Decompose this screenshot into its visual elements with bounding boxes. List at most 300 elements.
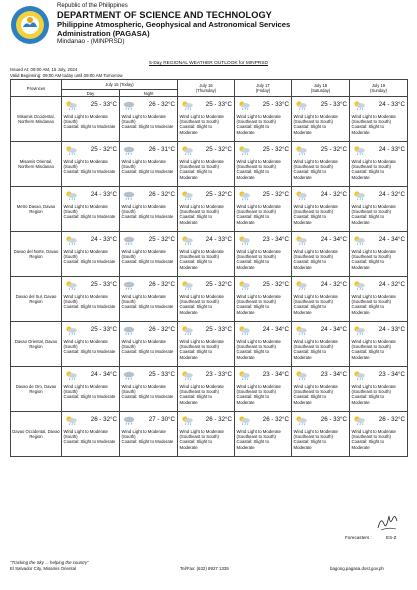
pagasa-logo-icon (10, 5, 50, 45)
wind-coastal-line: (Southeast to South) (179, 164, 219, 170)
wind-coastal-line: Wind Light to Moderate (236, 384, 281, 389)
wind-coastal-line: (South) (121, 389, 136, 395)
wind-coastal-line: (Southeast to South) (293, 344, 333, 350)
wind-coastal-line: Coastal: Slight to Moderate (63, 124, 116, 130)
table-row (11, 322, 408, 367)
day-header: July 16 (Thursday) (178, 80, 235, 97)
province-name: Davao Oriental, Davao Region (11, 322, 62, 367)
wind-coastal-line: (Southeast to South) (351, 389, 391, 395)
issue-info (10, 67, 123, 78)
forecast-cell (292, 412, 350, 457)
forecast-cell (350, 232, 408, 277)
region-line: Mindanao - (MINPRSD) (57, 38, 125, 45)
wind-coastal-line: Coastal: Slight to (236, 304, 269, 310)
forecast-cell (178, 277, 235, 322)
wind-coastal-description (294, 204, 349, 225)
outlook-title: 5-Day REGIONAL WEATHER OUTLOOK for MINPRSD (149, 61, 268, 66)
wind-coastal-line: Wind Light to Moderate (293, 114, 338, 119)
wind-coastal-line: Wind Light to Moderate (351, 384, 396, 389)
wind-coastal-line: Coastal: Slight to Moderate (121, 394, 174, 400)
footer-telfax: Tel/Fax: (632) 8927 1335 (180, 566, 229, 571)
wind-coastal-line: Wind Light to Moderate (63, 114, 108, 119)
table-row (11, 367, 408, 412)
wind-coastal-description (294, 249, 349, 270)
wind-coastal-description (180, 294, 234, 315)
wind-coastal-line: Coastal: Slight to (179, 124, 212, 130)
wind-coastal-line: Wind Light to Moderate (293, 159, 338, 164)
province-name: Misamis Occidental, Northern Mindanao (11, 97, 62, 142)
wind-coastal-line: Coastal: Slight to (293, 124, 326, 130)
wind-coastal-line: Moderate (293, 219, 312, 225)
table-row (11, 187, 408, 232)
wind-coastal-line: Moderate (236, 309, 255, 315)
wind-coastal-line: (South) (63, 434, 78, 440)
wind-coastal-description (180, 249, 234, 270)
temperature-range: 24 - 33°C (378, 101, 405, 108)
temperature-range: 25 - 32°C (205, 146, 232, 153)
province-name: Davao del Sur, Davao Region (11, 277, 62, 322)
forecast-cell (350, 367, 408, 412)
forecast-cell (292, 232, 350, 277)
wind-coastal-description (352, 429, 407, 450)
forecast-cell (350, 142, 408, 187)
wind-coastal-line: Moderate (293, 129, 312, 135)
wind-coastal-line: Coastal: Slight to Moderate (121, 349, 174, 355)
wind-coastal-line: Coastal: Slight to Moderate (63, 439, 116, 445)
wind-coastal-line: (Southeast to South) (351, 164, 391, 170)
wind-coastal-description (237, 429, 291, 450)
wind-coastal-description (122, 294, 177, 310)
wind-coastal-description (352, 249, 407, 270)
wind-coastal-line: Coastal: Slight to (236, 439, 269, 445)
temperature-range: 24 - 34°C (262, 326, 289, 333)
issued-at: Issued At: 09:00 AM, 15 July, 2024 (10, 67, 78, 72)
wind-coastal-description (237, 384, 291, 405)
wind-coastal-line: Coastal: Slight to (179, 439, 212, 445)
wind-coastal-line: Coastal: Slight to (293, 439, 326, 445)
wind-coastal-line: Wind Light to Moderate (351, 204, 396, 209)
wind-coastal-line: Wind Light to Moderate (179, 294, 224, 299)
wind-coastal-description (64, 204, 119, 220)
wind-coastal-line: Wind Light to Moderate (121, 159, 166, 164)
wind-coastal-line: (Southeast to South) (351, 299, 391, 305)
wind-coastal-line: Wind Light to Moderate (179, 249, 224, 254)
wind-coastal-line: Moderate (293, 399, 312, 405)
wind-coastal-line: (Southeast to South) (293, 209, 333, 215)
wind-coastal-line: Wind Light to Moderate (63, 339, 108, 344)
wind-coastal-line: Coastal: Slight to Moderate (121, 169, 174, 175)
wind-coastal-line: Coastal: Slight to (236, 349, 269, 355)
forecast-rows (11, 97, 408, 457)
temperature-range: 24 - 34°C (378, 236, 405, 243)
temperature-range: 23 - 33°C (205, 371, 232, 378)
wind-coastal-line: Wind Light to Moderate (236, 339, 281, 344)
wind-coastal-line: (South) (63, 389, 78, 395)
wind-coastal-line: Wind Light to Moderate (293, 429, 338, 434)
wind-coastal-line: (Southeast to South) (351, 209, 391, 215)
wind-coastal-line: Wind Light to Moderate (121, 249, 166, 254)
wind-coastal-description (64, 294, 119, 310)
wind-coastal-line: Coastal: Slight to (179, 349, 212, 355)
wind-coastal-description (352, 159, 407, 180)
wind-coastal-line: Wind Light to Moderate (351, 429, 396, 434)
forecast-cell (120, 187, 178, 232)
forecast-cell (350, 97, 408, 142)
wind-coastal-line: Wind Light to Moderate (351, 339, 396, 344)
wind-coastal-line: Moderate (351, 399, 370, 405)
day-header: July 18 (Saturday) (292, 80, 350, 97)
wind-coastal-line: Wind Light to Moderate (121, 114, 166, 119)
wind-coastal-description (122, 249, 177, 265)
forecast-cell (120, 322, 178, 367)
wind-coastal-line: Wind Light to Moderate (293, 339, 338, 344)
temperature-range: 25 - 32°C (262, 281, 289, 288)
temperature-range: 25 - 33°C (262, 101, 289, 108)
wind-coastal-line: Moderate (293, 309, 312, 315)
wind-coastal-description (64, 249, 119, 265)
wind-coastal-line: Wind Light to Moderate (236, 114, 281, 119)
forecast-cell (292, 367, 350, 412)
temperature-range: 25 - 33°C (90, 326, 117, 333)
wind-coastal-line: Coastal: Slight to (351, 394, 384, 400)
temperature-range: 24 - 32°C (378, 281, 405, 288)
temperature-range: 26 - 31°C (148, 146, 175, 153)
wind-coastal-line: (Southeast to South) (236, 344, 276, 350)
wind-coastal-line: (South) (63, 119, 78, 125)
wind-coastal-line: (South) (63, 254, 78, 260)
wind-coastal-description (64, 159, 119, 175)
temperature-range: 25 - 33°C (90, 281, 117, 288)
wind-coastal-description (294, 339, 349, 360)
wind-coastal-line: (South) (63, 344, 78, 350)
wind-coastal-line: Wind Light to Moderate (293, 384, 338, 389)
wind-coastal-line: Coastal: Slight to (236, 394, 269, 400)
signature-icon (375, 512, 400, 534)
wind-coastal-line: Coastal: Slight to (293, 259, 326, 265)
forecast-cell (178, 322, 235, 367)
wind-coastal-line: Wind Light to Moderate (63, 384, 108, 389)
wind-coastal-line: Moderate (236, 219, 255, 225)
temperature-range: 26 - 32°C (262, 416, 289, 423)
wind-coastal-line: Wind Light to Moderate (179, 114, 224, 119)
department-name: DEPARTMENT OF SCIENCE AND TECHNOLOGY (57, 10, 272, 20)
forecast-cell (62, 367, 120, 412)
wind-coastal-line: Moderate (179, 354, 198, 360)
temperature-range: 25 - 32°C (262, 146, 289, 153)
wind-coastal-line: Moderate (293, 174, 312, 180)
wind-coastal-line: Moderate (293, 354, 312, 360)
wind-coastal-line: (Southeast to South) (236, 299, 276, 305)
temperature-range: 23 - 34°C (262, 236, 289, 243)
wind-coastal-line: Wind Light to Moderate (63, 249, 108, 254)
temperature-range: 24 - 34°C (320, 236, 347, 243)
day-subheader: Day (62, 90, 120, 97)
wind-coastal-line: Moderate (179, 309, 198, 315)
province-name: Misamis Oriental, Northern Mindanao (11, 142, 62, 187)
wind-coastal-line: Wind Light to Moderate (236, 204, 281, 209)
wind-coastal-line: Coastal: Slight to (179, 259, 212, 265)
wind-coastal-line: Wind Light to Moderate (351, 159, 396, 164)
wind-coastal-line: Wind Light to Moderate (63, 204, 108, 209)
forecast-cell (120, 367, 178, 412)
wind-coastal-line: Coastal: Slight to (236, 124, 269, 130)
wind-coastal-line: (Southeast to South) (236, 164, 276, 170)
wind-coastal-description (64, 429, 119, 445)
wind-coastal-line: Coastal: Slight to (236, 169, 269, 175)
wind-coastal-line: Coastal: Slight to (351, 169, 384, 175)
wind-coastal-line: Coastal: Slight to (351, 214, 384, 220)
wind-coastal-line: (South) (121, 344, 136, 350)
forecast-cell (120, 277, 178, 322)
wind-coastal-description (294, 159, 349, 180)
wind-coastal-line: Wind Light to Moderate (121, 384, 166, 389)
forecast-cell (62, 97, 120, 142)
forecast-cell (62, 412, 120, 457)
forecast-cell (292, 277, 350, 322)
wind-coastal-description (122, 159, 177, 175)
wind-coastal-line: (Southeast to South) (293, 164, 333, 170)
temperature-range: 25 - 33°C (205, 326, 232, 333)
wind-coastal-line: Coastal: Slight to (293, 349, 326, 355)
temperature-range: 23 - 34°C (320, 371, 347, 378)
forecast-cell (178, 187, 235, 232)
forecast-cell (120, 232, 178, 277)
wind-coastal-line: (South) (121, 209, 136, 215)
wind-coastal-line: Coastal: Slight to Moderate (63, 214, 116, 220)
wind-coastal-line: Moderate (179, 129, 198, 135)
wind-coastal-line: Wind Light to Moderate (236, 249, 281, 254)
temperature-range: 24 - 33°C (378, 146, 405, 153)
wind-coastal-description (180, 204, 234, 225)
temperature-range: 25 - 33°C (320, 101, 347, 108)
wind-coastal-description (352, 204, 407, 225)
wind-coastal-line: Wind Light to Moderate (63, 294, 108, 299)
forecast-cell (62, 187, 120, 232)
table-row (11, 232, 408, 277)
temperature-range: 26 - 32°C (148, 326, 175, 333)
wind-coastal-line: (Southeast to South) (236, 389, 276, 395)
wind-coastal-line: Coastal: Slight to Moderate (63, 169, 116, 175)
day-header: July 19 (Sunday) (350, 80, 408, 97)
wind-coastal-line: (Southeast to South) (236, 434, 276, 440)
temperature-range: 27 - 30°C (148, 416, 175, 423)
wind-coastal-line: (South) (121, 119, 136, 125)
agency-line-1: Philippine Atmospheric, Geophysical and Astronomical Services (57, 20, 291, 29)
temperature-range: 24 - 33°C (90, 236, 117, 243)
wind-coastal-line: Moderate (293, 444, 312, 450)
temperature-range: 26 - 32°C (205, 416, 232, 423)
forecast-cell (292, 322, 350, 367)
wind-coastal-line: Moderate (179, 264, 198, 270)
temperature-range: 23 - 34°C (262, 371, 289, 378)
wind-coastal-description (122, 339, 177, 355)
wind-coastal-line: (South) (63, 209, 78, 215)
wind-coastal-line: (South) (121, 164, 136, 170)
forecast-cell (350, 187, 408, 232)
wind-coastal-line: Moderate (293, 264, 312, 270)
forecast-cell (235, 187, 292, 232)
wind-coastal-line: Coastal: Slight to Moderate (63, 394, 116, 400)
temperature-range: 24 - 33°C (205, 236, 232, 243)
wind-coastal-line: Coastal: Slight to Moderate (121, 124, 174, 130)
today-header: July 15 (Today) (62, 80, 178, 90)
wind-coastal-line: Coastal: Slight to (179, 304, 212, 310)
wind-coastal-line: (South) (121, 254, 136, 260)
forecast-cell (235, 367, 292, 412)
temperature-range: 25 - 33°C (148, 371, 175, 378)
wind-coastal-line: Moderate (179, 444, 198, 450)
letterhead (10, 3, 410, 65)
forecast-cell (350, 412, 408, 457)
wind-coastal-line: Coastal: Slight to (179, 394, 212, 400)
table-row (11, 142, 408, 187)
temperature-range: 26 - 32°C (148, 281, 175, 288)
temperature-range: 25 - 32°C (90, 146, 117, 153)
wind-coastal-line: Wind Light to Moderate (63, 159, 108, 164)
temperature-range: 26 - 32°C (90, 416, 117, 423)
wind-coastal-line: Coastal: Slight to (236, 259, 269, 265)
table-row (11, 97, 408, 142)
wind-coastal-line: Coastal: Slight to (293, 394, 326, 400)
wind-coastal-line: Moderate (236, 444, 255, 450)
forecast-cell (120, 142, 178, 187)
wind-coastal-line: (Southeast to South) (293, 299, 333, 305)
wind-coastal-description (294, 384, 349, 405)
wind-coastal-description (64, 114, 119, 130)
temperature-range: 24 - 34°C (320, 326, 347, 333)
wind-coastal-line: Coastal: Slight to (236, 214, 269, 220)
temperature-range: 26 - 32°C (148, 191, 175, 198)
wind-coastal-line: (Southeast to South) (236, 254, 276, 260)
wind-coastal-line: (Southeast to South) (179, 119, 219, 125)
wind-coastal-line: Moderate (351, 129, 370, 135)
forecast-cell (120, 97, 178, 142)
forecast-cell (178, 412, 235, 457)
wind-coastal-line: Wind Light to Moderate (179, 159, 224, 164)
wind-coastal-description (237, 204, 291, 225)
forecast-cell (178, 97, 235, 142)
forecast-cell (235, 277, 292, 322)
wind-coastal-description (237, 294, 291, 315)
wind-coastal-description (64, 339, 119, 355)
forecast-cell (235, 97, 292, 142)
table-row (11, 277, 408, 322)
table-row (11, 412, 408, 457)
temperature-range: 25 - 32°C (262, 191, 289, 198)
wind-coastal-line: Wind Light to Moderate (121, 429, 166, 434)
wind-coastal-line: (Southeast to South) (179, 299, 219, 305)
wind-coastal-description (352, 294, 407, 315)
forecast-cell (235, 142, 292, 187)
wind-coastal-line: Coastal: Slight to Moderate (63, 259, 116, 265)
wind-coastal-line: Coastal: Slight to Moderate (121, 439, 174, 445)
forecast-cell (62, 277, 120, 322)
wind-coastal-line: Wind Light to Moderate (121, 339, 166, 344)
temperature-range: 25 - 33°C (205, 101, 232, 108)
wind-coastal-description (122, 114, 177, 130)
temperature-range: 24 - 32°C (320, 281, 347, 288)
province-name: Davao de Oro, Davao Region (11, 367, 62, 412)
forecast-cell (292, 97, 350, 142)
wind-coastal-line: (Southeast to South) (236, 119, 276, 125)
forecast-cell (62, 232, 120, 277)
wind-coastal-line: Coastal: Slight to (179, 169, 212, 175)
wind-coastal-line: Coastal: Slight to Moderate (63, 349, 116, 355)
wind-coastal-description (180, 114, 234, 135)
wind-coastal-description (294, 294, 349, 315)
wind-coastal-line: Moderate (236, 354, 255, 360)
wind-coastal-line: Wind Light to Moderate (351, 249, 396, 254)
forecast-cell (350, 277, 408, 322)
footer-website: bagong.pagasa.dost.gov.ph (330, 566, 384, 571)
forecast-cell (292, 187, 350, 232)
wind-coastal-line: Moderate (236, 174, 255, 180)
wind-coastal-line: Wind Light to Moderate (293, 204, 338, 209)
wind-coastal-line: Moderate (351, 174, 370, 180)
forecast-cell (178, 142, 235, 187)
temperature-range: 24 - 32°C (320, 191, 347, 198)
forecast-cell (292, 142, 350, 187)
wind-coastal-line: (South) (63, 299, 78, 305)
wind-coastal-line: Moderate (236, 129, 255, 135)
wind-coastal-line: (Southeast to South) (179, 434, 219, 440)
wind-coastal-line: Coastal: Slight to (179, 214, 212, 220)
temperature-range: 24 - 34°C (90, 371, 117, 378)
wind-coastal-line: Coastal: Slight to (351, 124, 384, 130)
wind-coastal-line: (Southeast to South) (293, 254, 333, 260)
temperature-range: 23 - 34°C (378, 371, 405, 378)
wind-coastal-description (352, 384, 407, 405)
wind-coastal-description (352, 114, 407, 135)
forecast-cell (235, 232, 292, 277)
wind-coastal-line: Moderate (351, 354, 370, 360)
agency-line-2: Administration (PAGASA) (57, 29, 150, 38)
temperature-range: 24 - 32°C (378, 191, 405, 198)
wind-coastal-line: (Southeast to South) (351, 434, 391, 440)
wind-coastal-line: Wind Light to Moderate (293, 294, 338, 299)
wind-coastal-line: Moderate (179, 174, 198, 180)
wind-coastal-description (352, 339, 407, 360)
wind-coastal-line: Wind Light to Moderate (121, 294, 166, 299)
forecast-cell (178, 232, 235, 277)
temperature-range: 26 - 32°C (148, 101, 175, 108)
temperature-range: 24 - 33°C (90, 191, 117, 198)
wind-coastal-line: Wind Light to Moderate (236, 159, 281, 164)
wind-coastal-line: Wind Light to Moderate (179, 204, 224, 209)
temperature-range: 25 - 32°C (205, 191, 232, 198)
wind-coastal-line: Coastal: Slight to Moderate (121, 259, 174, 265)
wind-coastal-description (237, 339, 291, 360)
forecast-cell (62, 322, 120, 367)
province-name: Davao del Norte, Davao Region (11, 232, 62, 277)
weather-outlook-table (10, 79, 408, 457)
wind-coastal-line: (Southeast to South) (293, 434, 333, 440)
wind-coastal-line: (Southeast to South) (293, 389, 333, 395)
wind-coastal-line: (South) (121, 434, 136, 440)
wind-coastal-line: (Southeast to South) (179, 254, 219, 260)
wind-coastal-line: Moderate (351, 264, 370, 270)
wind-coastal-line: Wind Light to Moderate (236, 294, 281, 299)
wind-coastal-line: Wind Light to Moderate (121, 204, 166, 209)
wind-coastal-description (180, 429, 234, 450)
wind-coastal-line: Wind Light to Moderate (179, 339, 224, 344)
wind-coastal-line: Coastal: Slight to Moderate (63, 304, 116, 310)
wind-coastal-line: Coastal: Slight to (351, 349, 384, 355)
wind-coastal-line: Coastal: Slight to (293, 214, 326, 220)
footer-address: El Salvador City, Misamis Oriental (10, 566, 77, 571)
wind-coastal-line: Coastal: Slight to Moderate (121, 304, 174, 310)
temperature-range: 26 - 33°C (320, 416, 347, 423)
